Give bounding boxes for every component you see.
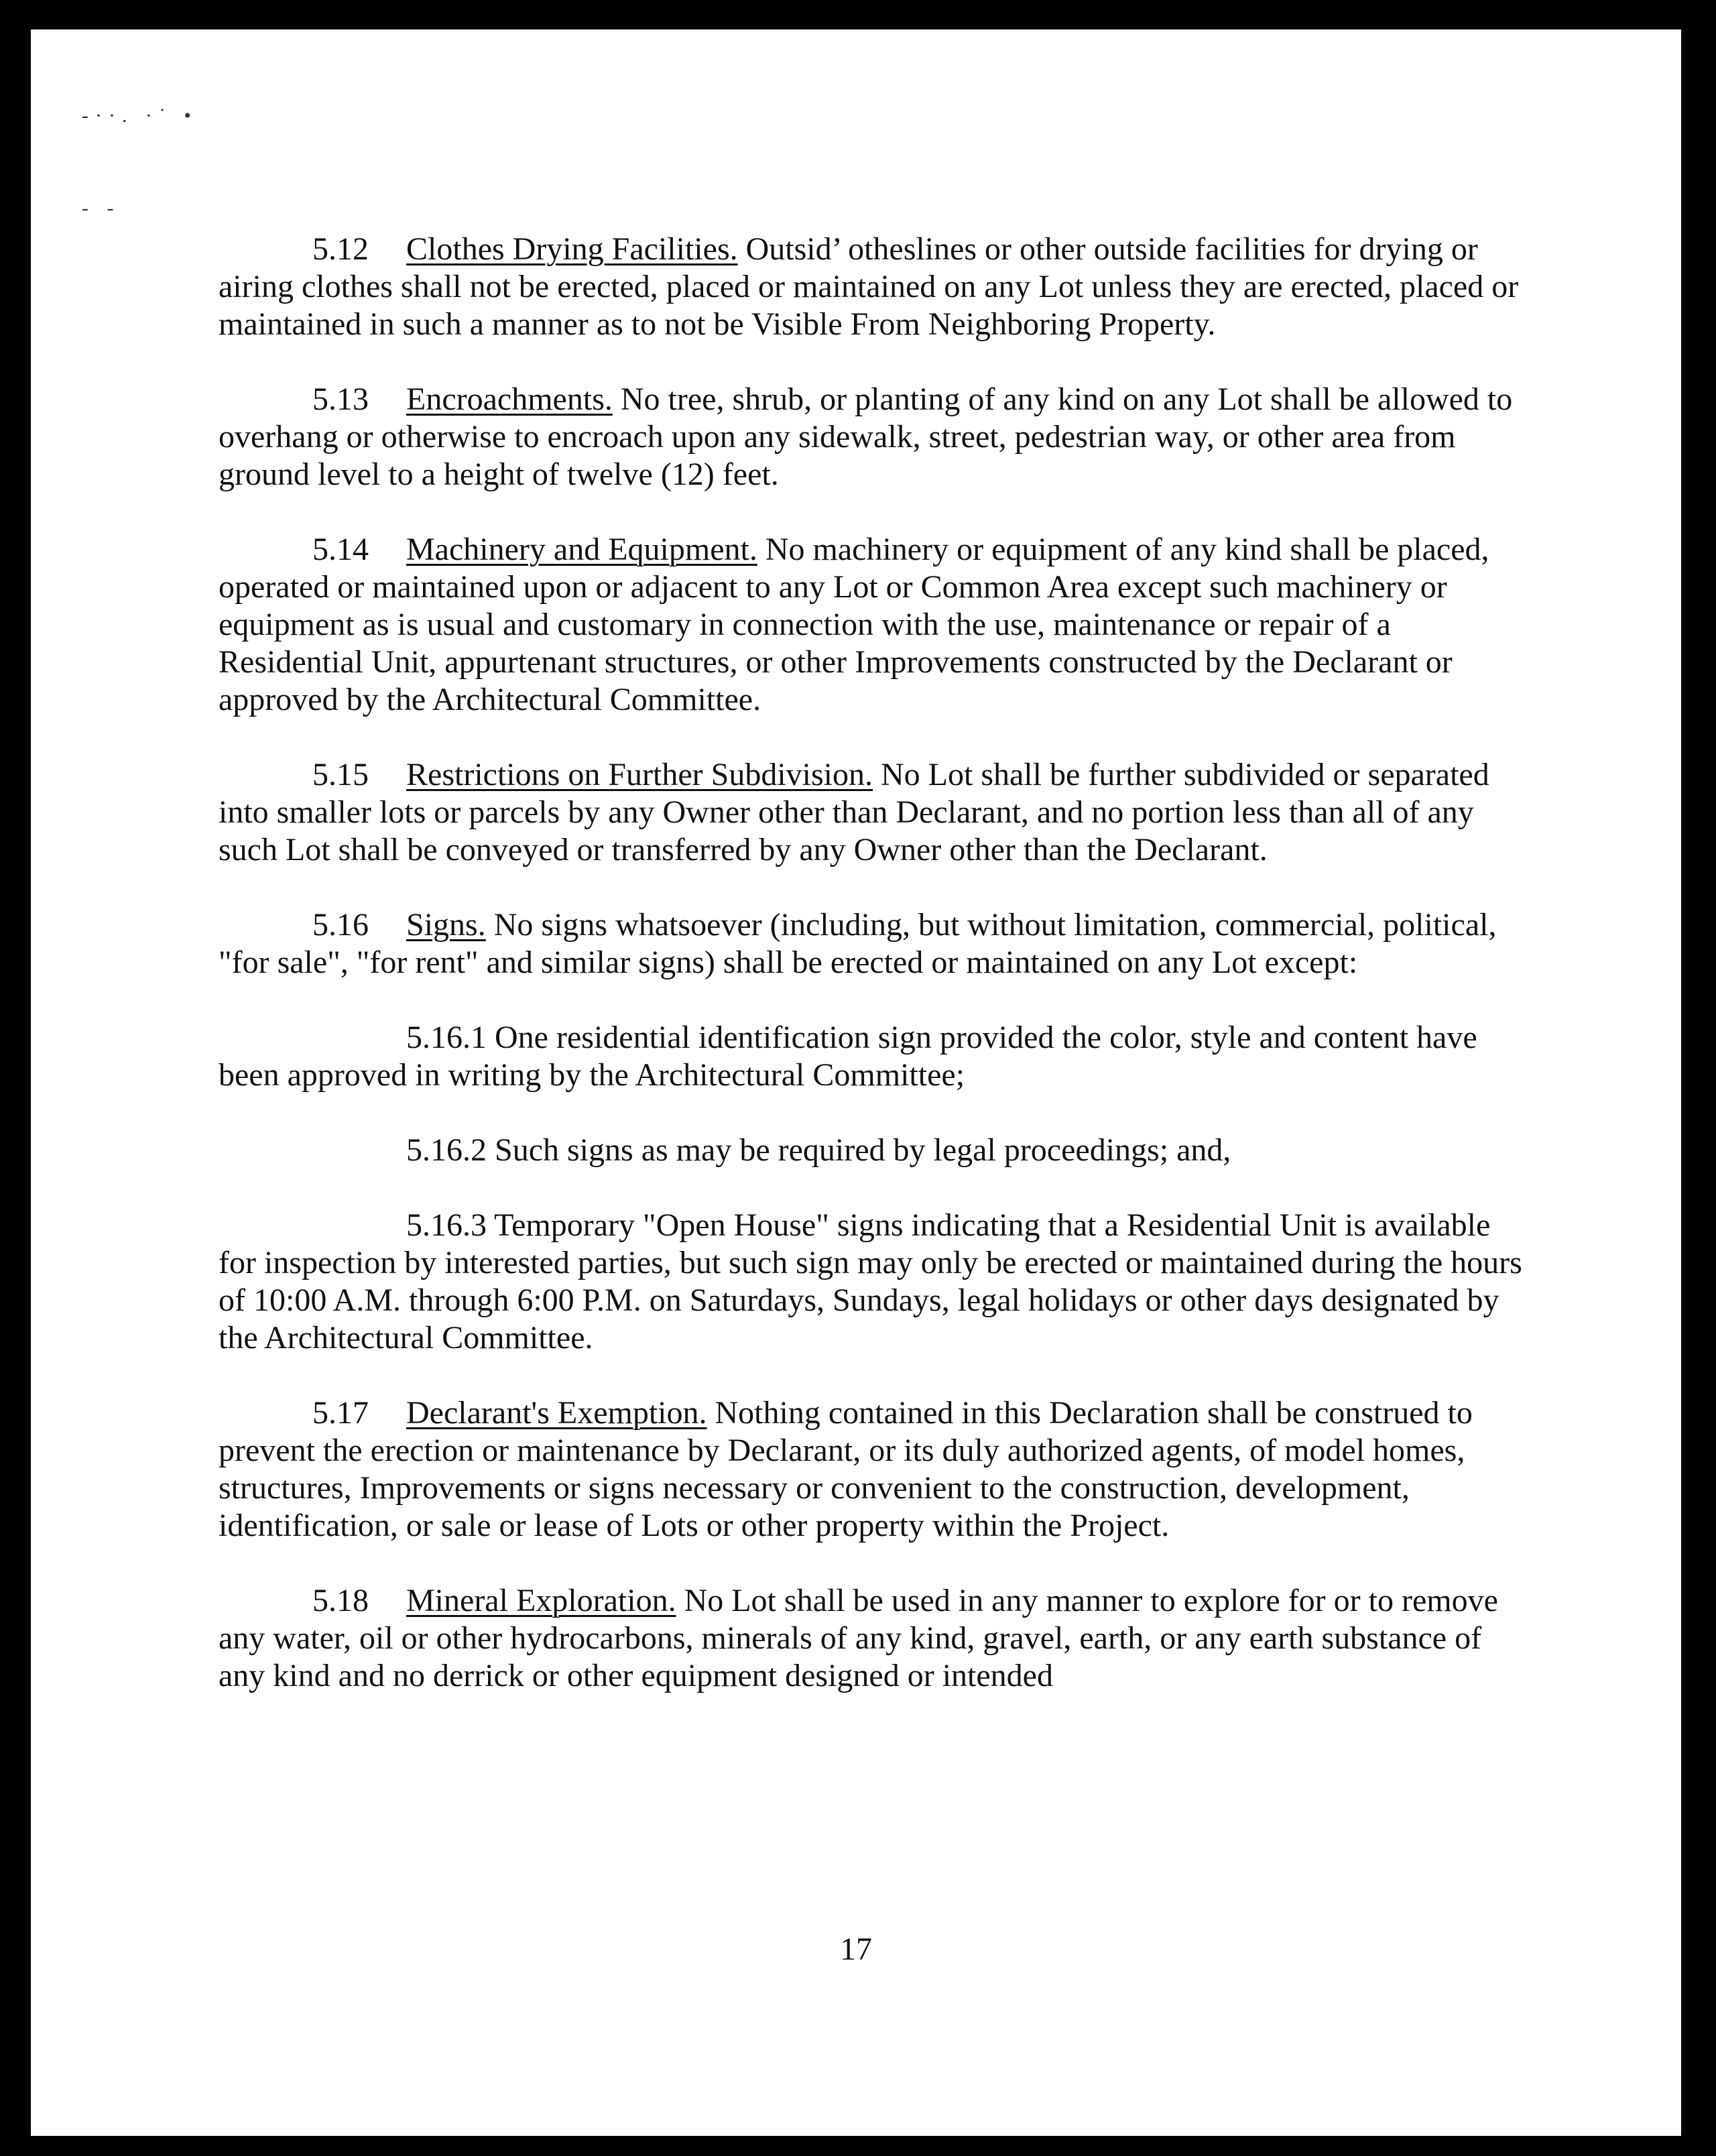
section-number: 5.13 <box>312 381 369 417</box>
section-text: No Lot shall be used in any manner to explore for or to remove any water, oil or other hydrocarbons, minerals of any kind, gravel, earth, or any earth substance of any kind and no derrick or other equipment designed or intended <box>219 1583 1498 1693</box>
section-5-13 <box>219 381 1532 493</box>
section-heading: Signs. <box>406 907 486 943</box>
subsection-5-16-3 <box>219 1207 1532 1357</box>
subsection-number: 5.16.3 <box>406 1207 487 1243</box>
section-number: 5.12 <box>312 231 369 267</box>
section-text: Nothing contained in this Declaration shall be construed to prevent the erection or maintenance by Declarant, or its duly authorized agents, of model homes, structures, Improvements or signs necessary or convenient to the construction, development, identification, or sale or lease of Lots or other property within the Project. <box>219 1395 1473 1543</box>
section-text: No Lot shall be further subdivided or separated into smaller lots or parcels by any Owner other than Declarant, and no portion less than all of any such Lot shall be conveyed or transferred by any Owner other than the Declarant. <box>219 757 1489 867</box>
subsection-text: Such signs as may be required by legal proceedings; and, <box>495 1132 1231 1168</box>
section-5-18 <box>219 1582 1532 1695</box>
section-number: 5.15 <box>312 757 369 792</box>
section-number: 5.18 <box>312 1583 369 1618</box>
document-body <box>219 231 1532 1732</box>
section-heading: Machinery and Equipment. <box>406 532 757 567</box>
section-5-15 <box>219 756 1532 869</box>
section-heading: Mineral Exploration. <box>406 1583 676 1618</box>
section-5-12 <box>219 231 1532 343</box>
subsection-text: Temporary "Open House" signs indicating that a Residential Unit is available for inspection by interested parties, but such sign may only be erected or maintained during the hours of 10:00 A.M. through 6:00 P.M. on Saturdays, Sundays, legal holidays or other days designated by the Architectural Committee. <box>219 1207 1522 1356</box>
subsection-text: One residential identification sign provided the color, style and content have been approved in writing by the Architectural Committee; <box>219 1020 1477 1093</box>
section-5-16 <box>219 906 1532 981</box>
section-text: Outsid’ otheslines or other outside facilities for drying or airing clothes shall not be erected, placed or maintained on any Lot unless they are erected, placed or maintained in such a manner as to not be Visible From Neighboring Property. <box>219 231 1519 342</box>
scan-noise: -··. ·˙ • <box>82 105 198 127</box>
section-text: No signs whatsoever (including, but without limitation, commercial, political, "for sale", "for rent" and similar signs) shall be erected or maintained on any Lot except: <box>219 907 1497 980</box>
section-5-14 <box>219 531 1532 719</box>
section-number: 5.16 <box>312 907 369 943</box>
section-number: 5.14 <box>312 532 369 567</box>
section-number: 5.17 <box>312 1395 369 1431</box>
subsection-5-16-1 <box>219 1019 1532 1094</box>
subsection-number: 5.16.1 <box>406 1020 487 1055</box>
section-heading: Encroachments. <box>406 381 613 417</box>
section-5-17 <box>219 1394 1532 1545</box>
section-heading: Clothes Drying Facilities. <box>406 231 738 267</box>
section-heading: Declarant's Exemption. <box>406 1395 707 1431</box>
scan-noise: - - <box>82 197 121 219</box>
document-page <box>31 29 1681 2136</box>
subsection-5-16-2 <box>219 1132 1532 1169</box>
page-number: 17 <box>840 1931 872 1967</box>
section-text: No tree, shrub, or planting of any kind on any Lot shall be allowed to overhang or otherwise to encroach upon any sidewalk, street, pedestrian way, or other area from ground level to a height of twelve (12) feet. <box>219 381 1513 492</box>
subsection-number: 5.16.2 <box>406 1132 487 1168</box>
section-heading: Restrictions on Further Subdivision. <box>406 757 873 792</box>
section-text: No machinery or equipment of any kind shall be placed, operated or maintained upon or adjacent to any Lot or Common Area except such machinery or equipment as is usual and customary in connection with the use, maintenance or repair of a Residential Unit, appurtenant structures, or other Improvements constructed by the Declarant or approved by the Architectural Committee. <box>219 532 1489 717</box>
